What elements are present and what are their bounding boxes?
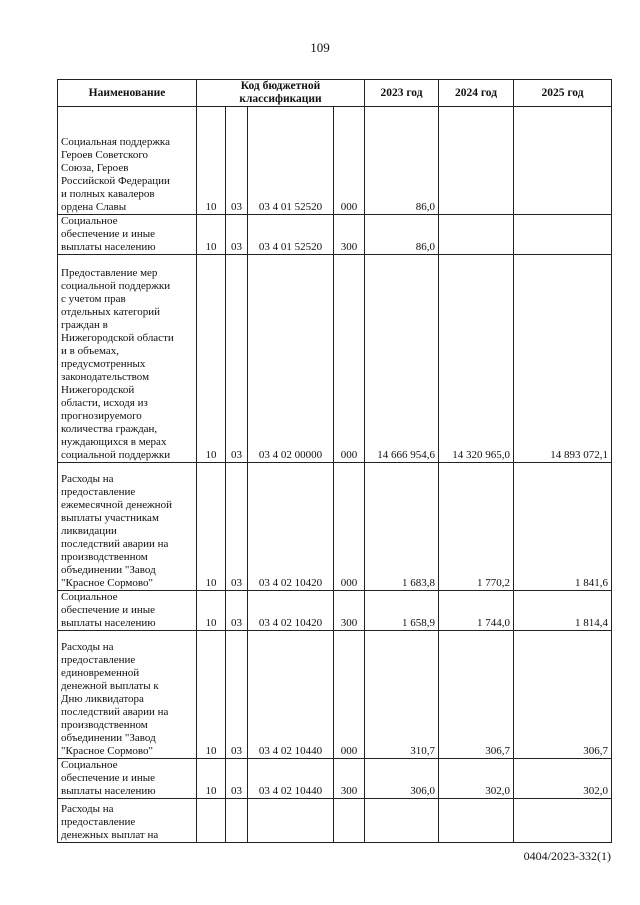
table-body (58, 107, 612, 843)
row-name: Социальное обеспечение и иные выплаты населению (58, 591, 197, 631)
row-expense-type: 300 (334, 215, 365, 255)
row-amount-2024 (439, 215, 514, 255)
table-row (58, 591, 612, 631)
row-amount-2025: 302,0 (514, 759, 612, 799)
row-target-article (248, 799, 334, 843)
row-podrazdel (226, 799, 248, 843)
page-number: 109 (310, 40, 330, 55)
row-target-article: 03 4 02 00000 (248, 255, 334, 463)
row-amount-2024 (439, 107, 514, 215)
row-target-article: 03 4 02 10440 (248, 631, 334, 759)
row-name: Социальная поддержка Героев Советского Союза, Героев Российской Федерации и полных кавалеров ордена Славы (58, 107, 197, 215)
header-2025: 2025 год (514, 80, 612, 107)
row-amount-2024: 306,7 (439, 631, 514, 759)
row-amount-2025: 306,7 (514, 631, 612, 759)
budget-table (57, 79, 612, 843)
row-expense-type (334, 799, 365, 843)
row-amount-2025: 14 893 072,1 (514, 255, 612, 463)
row-name: Социальное обеспечение и иные выплаты населению (58, 215, 197, 255)
row-amount-2023 (365, 799, 439, 843)
row-target-article: 03 4 02 10420 (248, 591, 334, 631)
row-expense-type: 300 (334, 591, 365, 631)
row-expense-type: 000 (334, 255, 365, 463)
row-expense-type: 000 (334, 463, 365, 591)
header-2023: 2023 год (365, 80, 439, 107)
row-podrazdel: 03 (226, 631, 248, 759)
row-razdel: 10 (197, 759, 226, 799)
row-target-article: 03 4 01 52520 (248, 107, 334, 215)
row-name: Расходы на предоставление ежемесячной денежной выплаты участникам ликвидации последствий аварии на производственном объединении "Завод "Красное Сормово" (58, 463, 197, 591)
table-row (58, 759, 612, 799)
table-row (58, 107, 612, 215)
document-code: 0404/2023-332(1) (523, 849, 611, 863)
row-amount-2024: 14 320 965,0 (439, 255, 514, 463)
row-amount-2023: 14 666 954,6 (365, 255, 439, 463)
row-razdel (197, 799, 226, 843)
row-amount-2024: 1 744,0 (439, 591, 514, 631)
row-amount-2023: 1 683,8 (365, 463, 439, 591)
row-amount-2023: 86,0 (365, 215, 439, 255)
row-amount-2025 (514, 107, 612, 215)
table-row (58, 215, 612, 255)
row-target-article: 03 4 02 10420 (248, 463, 334, 591)
row-expense-type: 000 (334, 107, 365, 215)
row-podrazdel: 03 (226, 107, 248, 215)
table-row (58, 799, 612, 843)
row-amount-2024 (439, 799, 514, 843)
row-razdel: 10 (197, 107, 226, 215)
row-razdel: 10 (197, 463, 226, 591)
row-amount-2023: 306,0 (365, 759, 439, 799)
row-podrazdel: 03 (226, 215, 248, 255)
table-row (58, 255, 612, 463)
row-podrazdel: 03 (226, 463, 248, 591)
row-razdel: 10 (197, 255, 226, 463)
row-name: Социальное обеспечение и иные выплаты населению (58, 759, 197, 799)
row-amount-2024: 1 770,2 (439, 463, 514, 591)
row-target-article: 03 4 01 52520 (248, 215, 334, 255)
row-name: Расходы на предоставление единовременной денежной выплаты к Дню ликвидатора последствий аварии на производственном объединении "Завод "Красное Сормово" (58, 631, 197, 759)
row-podrazdel: 03 (226, 591, 248, 631)
row-amount-2023: 86,0 (365, 107, 439, 215)
header-budget-code: Код бюджетной классификации (197, 80, 365, 107)
header-name: Наименование (58, 80, 197, 107)
row-razdel: 10 (197, 215, 226, 255)
table-row (58, 463, 612, 591)
header-2024: 2024 год (439, 80, 514, 107)
row-name: Расходы на предоставление денежных выплат на (58, 799, 197, 843)
row-razdel: 10 (197, 631, 226, 759)
row-amount-2025: 1 841,6 (514, 463, 612, 591)
row-amount-2024: 302,0 (439, 759, 514, 799)
table-row (58, 631, 612, 759)
row-razdel: 10 (197, 591, 226, 631)
row-expense-type: 300 (334, 759, 365, 799)
row-target-article: 03 4 02 10440 (248, 759, 334, 799)
table-header-row (58, 80, 612, 107)
row-podrazdel: 03 (226, 759, 248, 799)
row-expense-type: 000 (334, 631, 365, 759)
row-amount-2025: 1 814,4 (514, 591, 612, 631)
row-podrazdel: 03 (226, 255, 248, 463)
row-amount-2025 (514, 215, 612, 255)
row-amount-2025 (514, 799, 612, 843)
row-name: Предоставление мер социальной поддержки с учетом прав отдельных категорий граждан в Нижегородской области и в объемах, предусмотренных законодательством Нижегородской области, исходя из прогнозируемого количества граждан, нуждающихся в мерах социальной поддержки (58, 255, 197, 463)
row-amount-2023: 310,7 (365, 631, 439, 759)
row-amount-2023: 1 658,9 (365, 591, 439, 631)
